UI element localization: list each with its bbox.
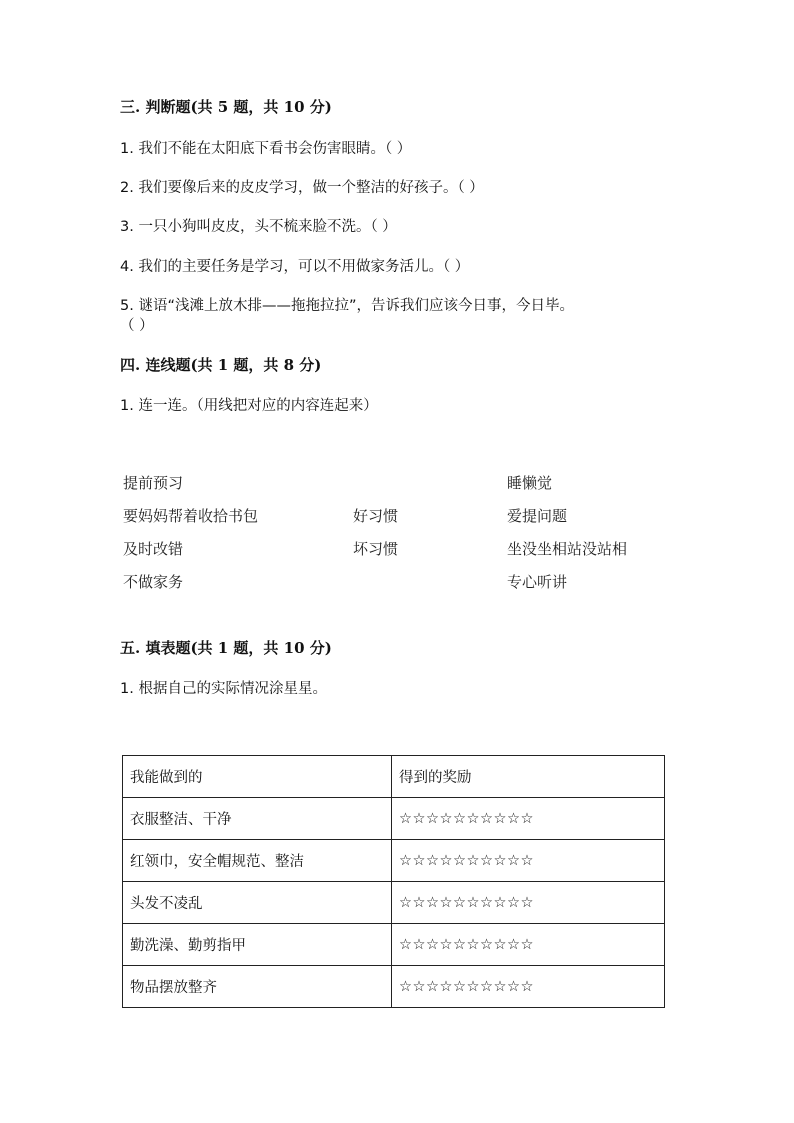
- judge-item-5: 5. 谜语“浅滩上放木排——拖拖拉拉”，告诉我们应该今日事，今日毕。: [120, 298, 574, 314]
- fill-table-question: 1. 根据自己的实际情况涂星星。: [120, 681, 327, 697]
- table-row: [123, 924, 665, 966]
- star-rating-cell[interactable]: ☆☆☆☆☆☆☆☆☆☆: [392, 924, 665, 966]
- table-header-row: [123, 756, 665, 798]
- match-right-item: 睡懒觉: [507, 474, 553, 492]
- star-rating-cell[interactable]: ☆☆☆☆☆☆☆☆☆☆: [392, 840, 665, 882]
- match-right-item: 爱提问题: [507, 507, 568, 525]
- star-rating-cell[interactable]: ☆☆☆☆☆☆☆☆☆☆: [392, 882, 665, 924]
- table-header-cell: 得到的奖励: [392, 756, 665, 798]
- star-rating-cell[interactable]: ☆☆☆☆☆☆☆☆☆☆: [392, 798, 665, 840]
- table-row: [123, 798, 665, 840]
- behavior-cell: 头发不凌乱: [123, 882, 392, 924]
- judge-item-3: 3. 一只小狗叫皮皮，头不梳来脸不洗。（ ）: [120, 219, 397, 235]
- matching-question: 1. 连一连。（用线把对应的内容连起来）: [120, 398, 378, 414]
- table-row: [123, 966, 665, 1008]
- section4-heading: 四. 连线题(共 1 题，共 8 分): [120, 356, 322, 374]
- table-row: [123, 882, 665, 924]
- behavior-cell: 红领巾，安全帽规范、整洁: [123, 840, 392, 882]
- table-row: [123, 840, 665, 882]
- match-middle-item: 坏习惯: [353, 540, 399, 558]
- star-table: [122, 755, 665, 1008]
- behavior-cell: 勤洗澡、勤剪指甲: [123, 924, 392, 966]
- match-right-item: 坐没坐相站没站相: [507, 540, 628, 558]
- match-left-item: 要妈妈帮着收拾书包: [123, 507, 259, 525]
- behavior-cell: 衣服整洁、干净: [123, 798, 392, 840]
- judge-item-5-answer: （ ）: [120, 318, 154, 334]
- star-rating-cell[interactable]: ☆☆☆☆☆☆☆☆☆☆: [392, 966, 665, 1008]
- table-header-cell: 我能做到的: [123, 756, 392, 798]
- behavior-cell: 物品摆放整齐: [123, 966, 392, 1008]
- match-left-item: 不做家务: [123, 573, 184, 591]
- section3-heading: 三. 判断题(共 5 题，共 10 分): [120, 98, 332, 116]
- match-left-item: 及时改错: [123, 540, 184, 558]
- match-middle-item: 好习惯: [353, 507, 399, 525]
- match-right-item: 专心听讲: [507, 573, 568, 591]
- judge-item-2: 2. 我们要像后来的皮皮学习，做一个整洁的好孩子。（ ）: [120, 180, 484, 196]
- judge-item-1: 1. 我们不能在太阳底下看书会伤害眼睛。（ ）: [120, 141, 412, 157]
- section5-heading: 五. 填表题(共 1 题，共 10 分): [120, 639, 332, 657]
- match-left-item: 提前预习: [123, 474, 184, 492]
- judge-item-4: 4. 我们的主要任务是学习，可以不用做家务活儿。（ ）: [120, 259, 470, 275]
